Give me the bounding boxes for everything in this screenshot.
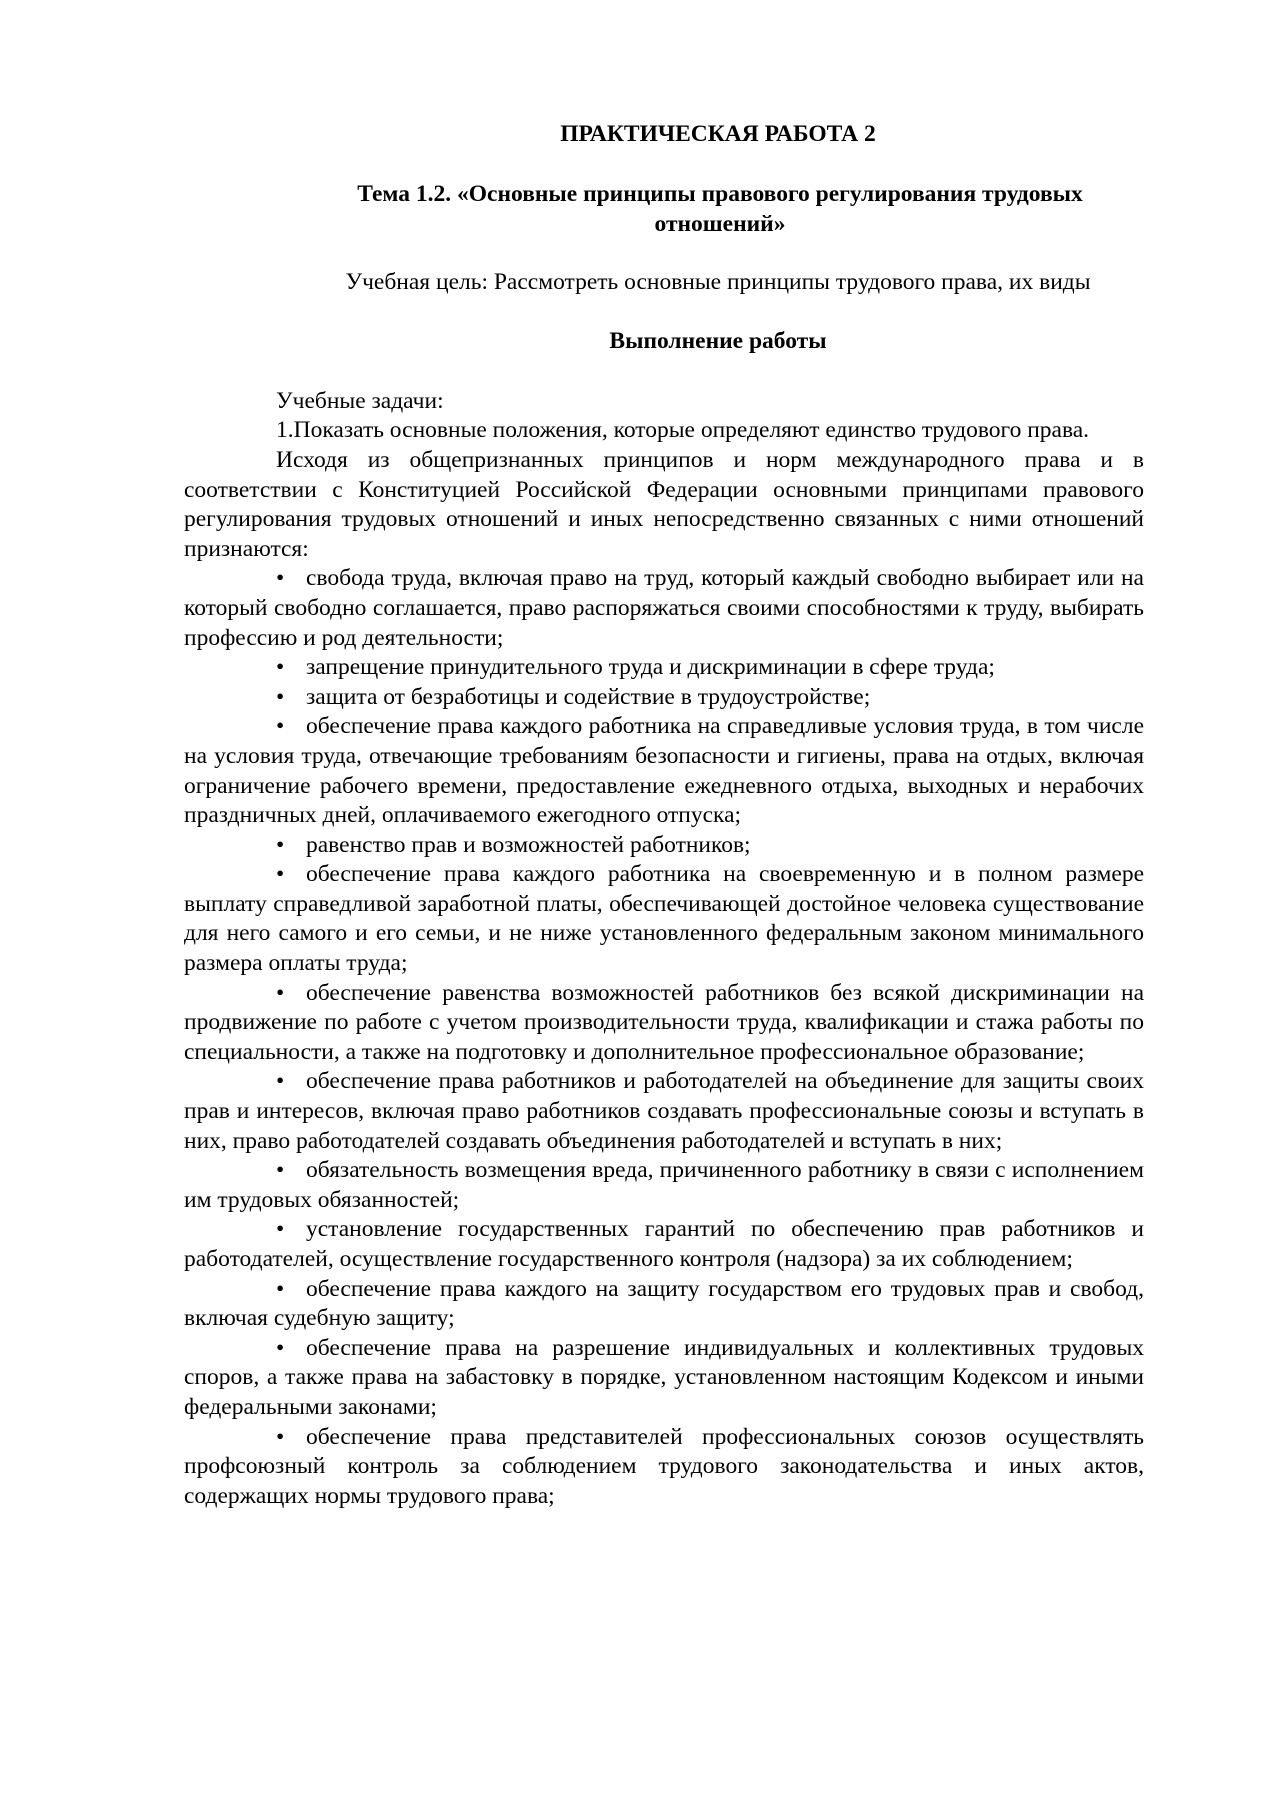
bullet-icon: • (276, 565, 285, 592)
principle-text: обеспечение права на разрешение индивидуальных и коллективных трудовых споров, а также права на забастовку в порядке, установленном настоящим Кодексом и иными федеральными законами; (184, 1334, 1144, 1420)
principle-item (184, 564, 1144, 653)
principle-item (184, 653, 1144, 683)
document-body (184, 120, 1144, 1511)
principle-item (184, 1156, 1144, 1215)
bullet-icon: • (276, 1334, 285, 1361)
bullet-icon: • (276, 831, 285, 858)
bullet-icon: • (276, 683, 285, 710)
bullet-icon: • (276, 1423, 285, 1450)
principle-item (184, 683, 1144, 713)
principle-text: обязательность возмещения вреда, причиненного работнику в связи с исполнением им трудовых обязанностей; (184, 1157, 1144, 1213)
principle-item (184, 1215, 1144, 1274)
principle-item (184, 1334, 1144, 1423)
principle-item (184, 712, 1144, 830)
bullet-icon: • (276, 861, 285, 888)
principle-item (184, 1423, 1144, 1512)
section-heading: Выполнение работы (609, 328, 827, 355)
topic-heading: Тема 1.2. «Основные принципы правового регулирования трудовых отношений» (357, 180, 1083, 237)
bullet-icon: • (276, 1068, 285, 1095)
principle-text: обеспечение права работников и работодателей на объединение для защиты своих прав и интересов, включая право работников создавать профессиональные союзы и вступать в них, право работодателей создавать объединения работодателей и вступать в них; (184, 1068, 1144, 1154)
principle-text: защита от безработицы и содействие в трудоустройстве; (306, 683, 871, 710)
principle-item (184, 860, 1144, 978)
principle-item (184, 1275, 1144, 1334)
bullet-icon: • (276, 1216, 285, 1243)
principle-item (184, 831, 1144, 861)
principle-text: обеспечение права каждого работника на своевременную и в полном размере выплату справедливой заработной платы, обеспечивающей достойное человека существование для него самого и его семьи, и не ниже установленного федеральным законом минимального размера оплаты труда; (184, 861, 1144, 977)
principle-text: обеспечение права каждого работника на справедливые условия труда, в том числе на условия труда, отвечающие требованиям безопасности и гигиены, права на отдых, включая ограничение рабочего времени, предоставление ежедневного отдыха, выходных и нерабочих праздничных дней, оплачиваемого ежегодного отпуска; (184, 713, 1144, 829)
bullet-icon: • (276, 979, 285, 1006)
principle-text: обеспечение права каждого на защиту государством его трудовых прав и свобод, включая судебную защиту; (184, 1275, 1144, 1332)
intro-paragraph: Исходя из общепризнанных принципов и норм международного права и в соответствии с Конституцией Российской Федерации основными принципами правового регулирования трудовых отношений и иных непосредственно связанных с ними отношений признаются: (184, 446, 1144, 562)
principles-list (184, 564, 1144, 1511)
principle-text: обеспечение права представителей профессиональных союзов осуществлять профсоюзный контроль за соблюдением трудового законодательства и иных актов, содержащих нормы трудового права; (184, 1423, 1144, 1509)
bullet-icon: • (276, 1275, 285, 1302)
principle-text: обеспечение равенства возможностей работников без всякой дискриминации на продвижение по работе с учетом производительности труда, квалификации и стажа работы по специальности, а также на подготовку и дополнительное профессиональное образование; (184, 979, 1144, 1065)
learning-goal: Учебная цель: Рассмотреть основные принципы трудового права, их виды (345, 268, 1091, 295)
tasks-label: Учебные задачи: (276, 387, 444, 414)
principle-item (184, 979, 1144, 1068)
bullet-icon: • (276, 713, 285, 740)
principle-text: равенство прав и возможностей работников; (306, 831, 751, 858)
bullet-icon: • (276, 1157, 285, 1184)
document-title: ПРАКТИЧЕСКАЯ РАБОТА 2 (560, 121, 876, 147)
principle-text: установление государственных гарантий по обеспечению прав работников и работодателей, осуществление государственного контроля (надзора) за их соблюдением; (184, 1216, 1144, 1272)
principle-text: свобода труда, включая право на труд, который каждый свободно выбирает или на который свободно соглашается, право распоряжаться своими способностями к труду, выбирать профессию и род деятельности; (184, 565, 1144, 651)
principle-item (184, 1067, 1144, 1156)
bullet-icon: • (276, 654, 285, 681)
principle-text: запрещение принудительного труда и дискриминации в сфере труда; (306, 654, 995, 681)
task-1: 1.Показать основные положения, которые определяют единство трудового права. (276, 417, 1090, 444)
